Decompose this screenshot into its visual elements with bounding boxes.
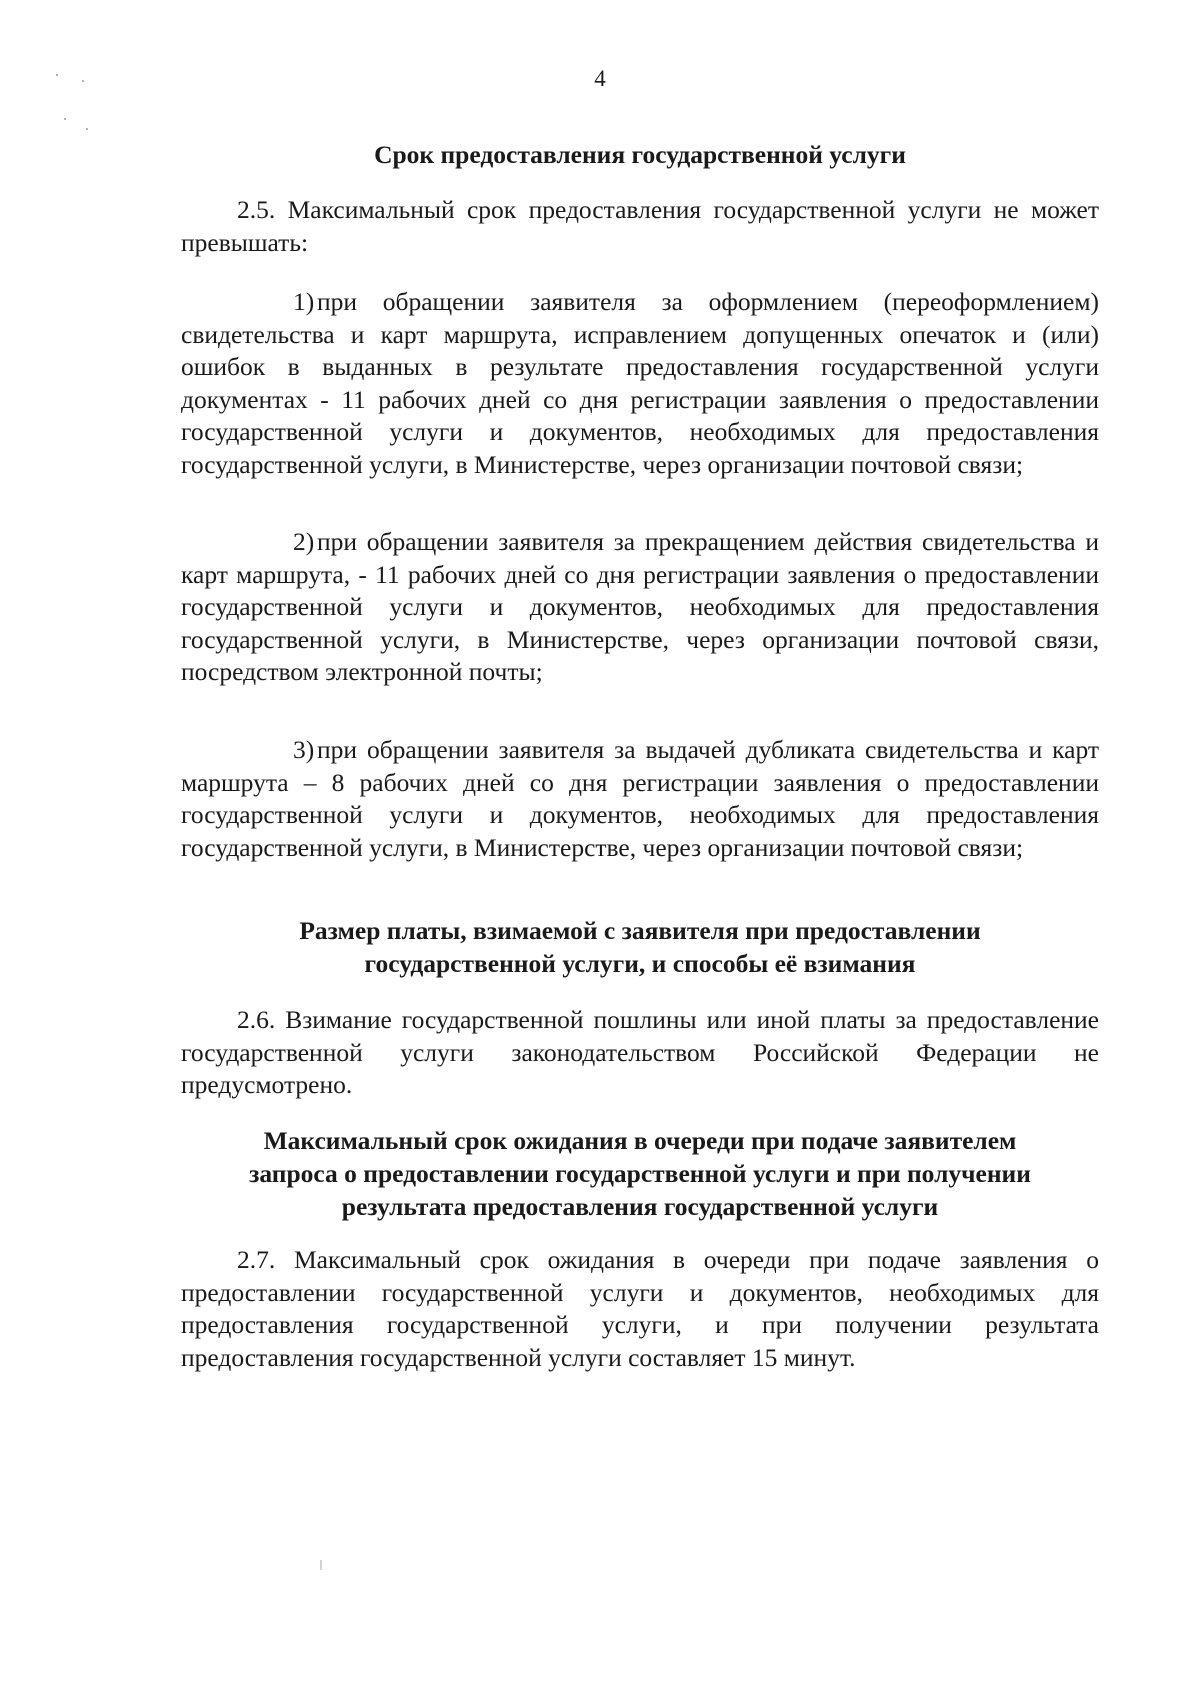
paragraph-2-6 [181, 1004, 1099, 1102]
heading-line: Размер платы, взимаемой с заявителя при предоставлении [299, 916, 981, 945]
heading-line: запроса о предоставлении государственной услуги и при получении [249, 1159, 1031, 1188]
heading-line: результата предоставления государственной услуги [341, 1192, 939, 1221]
heading-line: государственной услуги, и способы её взимания [364, 949, 916, 978]
list-item-text: при обращении заявителя за оформлением (переоформлением) свидетельства и карт маршрута, исправлением допущенных опечаток и (или) ошибок в выданных в результате предоставления государственной услуги документах - 11 рабочих дней со дня регистрации заявления о предоставлении государственной услуги и документов, необходимых для предоставления государственной услуги, в Министерстве, через организации почтовой связи; [181, 287, 1099, 479]
paragraph-text: Максимальный срок предоставления государственной услуги не может превышать: [181, 195, 1099, 257]
paragraph-number: 2.5. [237, 195, 276, 224]
list-item-3 [181, 734, 1099, 864]
section-heading-term: Срок предоставления государственной услуги [374, 140, 906, 169]
paragraph-number: 2.6. [237, 1005, 276, 1034]
list-item-text: при обращении заявителя за выдачей дубликата свидетельства и карт маршрута – 8 рабочих дней со дня регистрации заявления о предоставлении государственной услуги и документов, необходимых для предоставления государственной услуги, в Министерстве, через организации почтовой связи; [181, 735, 1099, 862]
paragraph-text: Взимание государственной пошлины или иной платы за предоставление государственной услуги законодательством Российской Федерации не предусмотрено. [181, 1005, 1099, 1099]
list-item-1 [181, 286, 1099, 481]
heading-line: Максимальный срок ожидания в очереди при подаче заявителем [263, 1126, 1017, 1155]
paragraph-2-5 [181, 194, 1099, 259]
scan-speck [86, 128, 88, 130]
section-heading-fee [181, 914, 1099, 980]
list-item-number: 3) [293, 735, 315, 764]
list-item-2 [181, 526, 1099, 689]
paragraph-number: 2.7. [237, 1245, 276, 1274]
list-item-number: 1) [293, 287, 315, 316]
list-item-number: 2) [293, 527, 315, 556]
list-item-text: при обращении заявителя за прекращением действия свидетельства и карт маршрута, - 11 рабочих дней со дня регистрации заявления о предоставлении государственной услуги и документов, необходимых для предоставления государственной услуги, в Министерстве, через организации почтовой связи, посредством электронной почты; [181, 527, 1099, 686]
page-number: 4 [594, 66, 606, 91]
paragraph-text: Максимальный срок ожидания в очереди при подаче заявления о предоставлении государственной услуги и документов, необходимых для предоставления государственной услуги, и при получении результата предоставления государственной услуги составляет 15 минут. [181, 1245, 1099, 1372]
scan-speck [64, 118, 66, 120]
scan-mark [320, 1560, 322, 1570]
paragraph-2-7 [181, 1244, 1099, 1374]
section-heading-queue [181, 1124, 1099, 1223]
